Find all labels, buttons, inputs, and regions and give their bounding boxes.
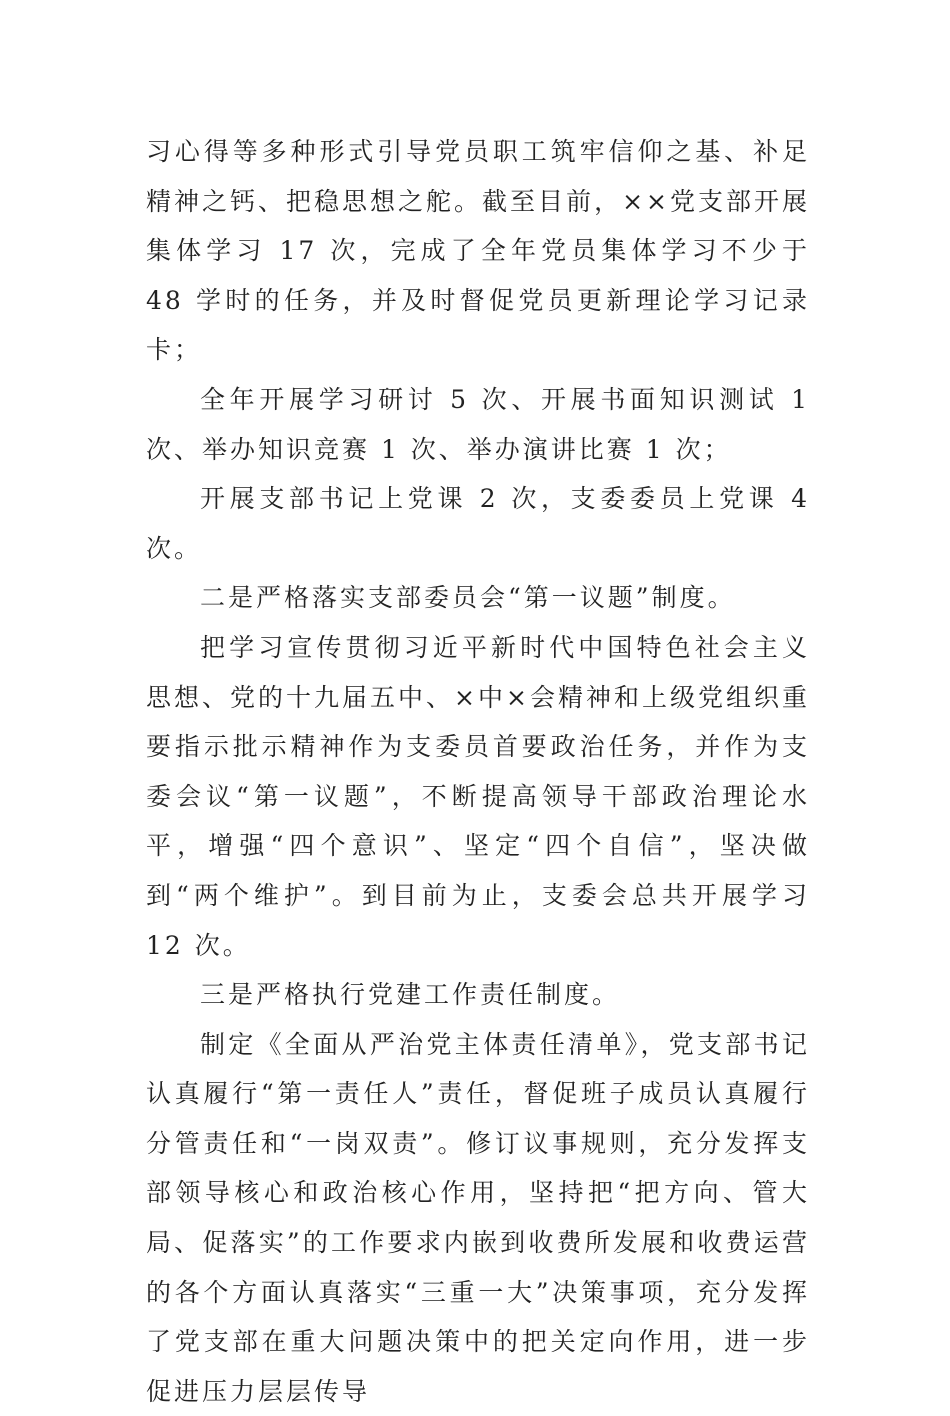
section-heading-two: 二是严格落实支部委员会“第一议题”制度。 [200, 583, 736, 613]
paragraph-3: 开展支部书记上党课 2 次，支委委员上党课 4 次。 [146, 484, 810, 563]
section-heading-three: 三是严格执行党建工作责任制度。 [200, 980, 621, 1010]
paragraph-7: 制定《全面从严治党主体责任清单》，党支部书记认真履行“第一责任人”责任，督促班子成员认真履行分管责任和“一岗双责”。修订议事规则，充分发挥支部领导核心和政治核心作用，坚持把“把方向、管大局、促落实”的工作要求内嵌到收费所发展和收费运营的各个方面认真落实“三重一大”决策事项，充分发挥了党支部在重大问题决策中的把关定向作用，进一步促进压力层层传导 [146, 1029, 810, 1406]
document-body [146, 127, 810, 1416]
paragraph-1: 习心得等多种形式引导党员职工筑牢信仰之基、补足精神之钙、把稳思想之舵。截至目前，××党支部开展集体学习 17 次，完成了全年党员集体学习不少于 48 学时的任务，并及时督促党员更新理论学习记录卡； [146, 137, 810, 365]
paragraph-2: 全年开展学习研讨 5 次、开展书面知识测试 1 次、举办知识竞赛 1 次、举办演讲比赛 1 次； [146, 384, 810, 464]
paragraph-5: 把学习宣传贯彻习近平新时代中国特色社会主义思想、党的十九届五中、×中×会精神和上级党组织重要指示批示精神作为支委员首要政治任务，并作为支委会议“第一议题”，不断提高领导干部政治理论水平，增强“四个意识”、坚定“四个自信”，坚决做到“两个维护”。到目前为止，支委会总共开展学习 12 次。 [146, 632, 810, 960]
